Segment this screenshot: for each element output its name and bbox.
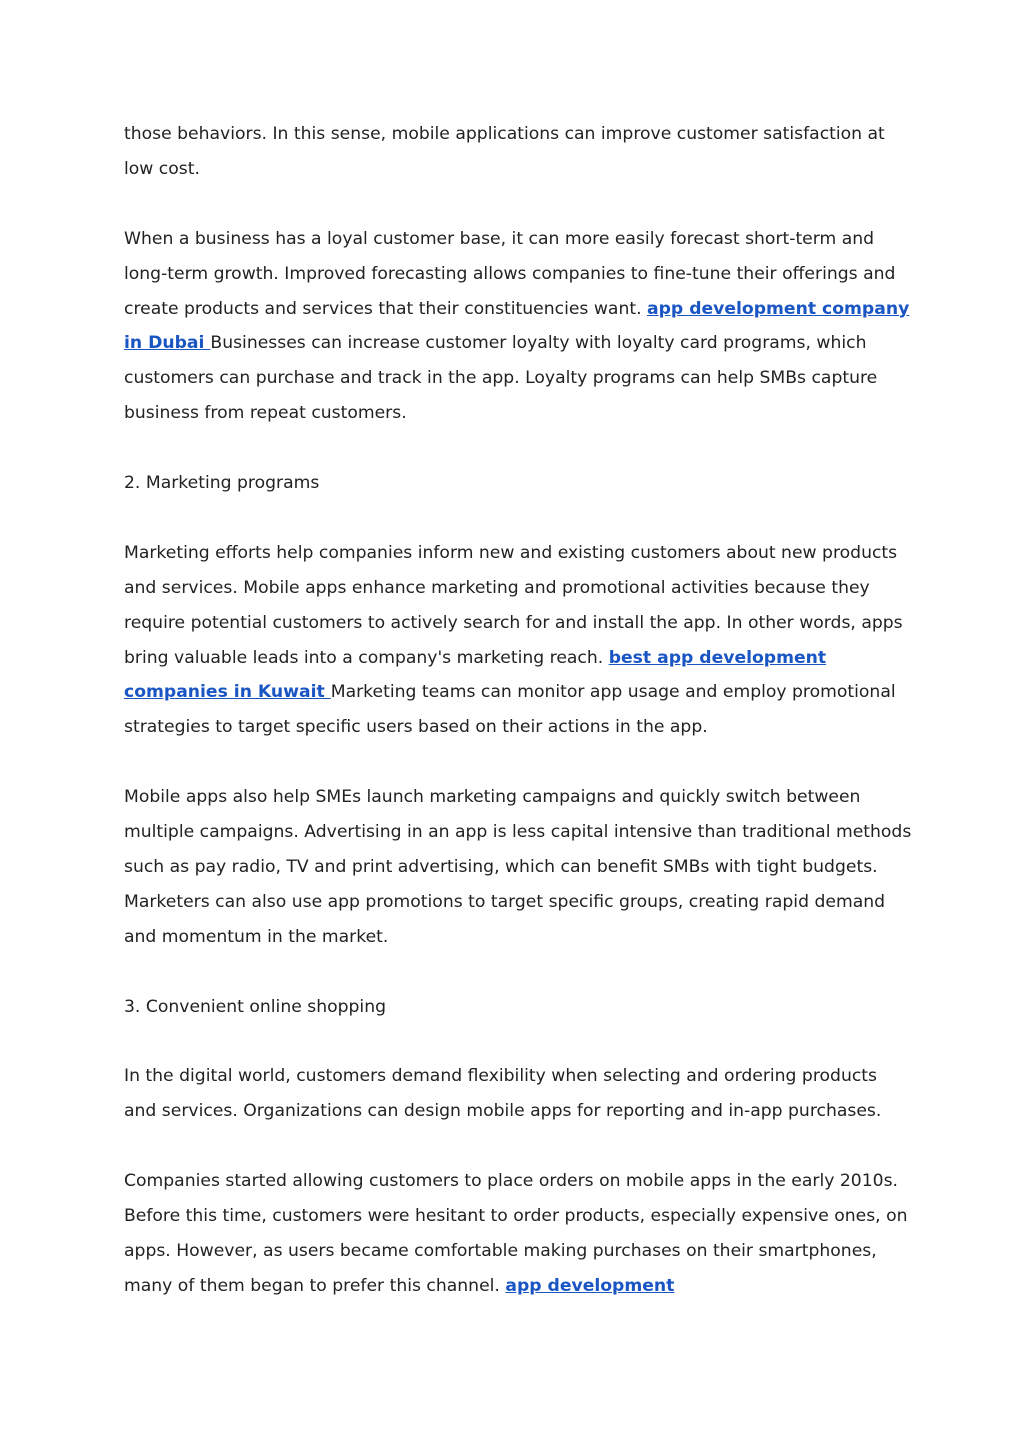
heading-text: 3. Convenient online shopping: [124, 996, 387, 1017]
paragraph-text: In the digital world, customers demand flexibility when selecting and ordering products and services. Organizations can design mobile apps for reporting and in-app purchases.: [124, 1066, 882, 1122]
link-app-development-dubai[interactable]: app development company in Dubai: [124, 298, 910, 354]
paragraph-text: Companies started allowing customers to place orders on mobile apps in the early 2010s. Before this time, customers were hesitant to order products, especially expensive ones, on apps. However, as users became comfortable making purchases on their smartphones, many of them began to prefer this channel.: [124, 1171, 908, 1296]
paragraph-text: Mobile apps also help SMEs launch marketing campaigns and quickly switch between multiple campaigns. Advertising in an app is less capital intensive than traditional methods such as pay radio, TV and print advertising, which can benefit SMBs with tight budgets. Marketers can also use app promotions to target specific groups, creating rapid demand and momentum in the market.: [124, 787, 912, 947]
paragraph-text: Marketing efforts help companies inform new and existing customers about new products and services. Mobile apps enhance marketing and promotional activities because they require potential customers to actively search for and install the app. In other words, apps bring valuable leads into a company's marketing reach.: [124, 542, 903, 668]
heading-online-shopping: [124, 990, 914, 1025]
paragraph-loyalty: [124, 222, 914, 431]
paragraph-text: those behaviors. In this sense, mobile applications can improve customer satisfaction at low cost.: [124, 124, 885, 179]
paragraph-text: When a business has a loyal customer base, it can more easily forecast short-term and long-term growth. Improved forecasting allows companies to fine-tune their offerings and create products and services that their constituencies want.: [124, 228, 896, 319]
heading-text: 2. Marketing programs: [124, 473, 320, 494]
paragraph-text: Businesses can increase customer loyalty with loyalty card programs, which customers can purchase and track in the app. Loyalty programs can help SMBs capture business from repeat customers.: [124, 333, 878, 424]
paragraph-digital-world: [124, 1059, 914, 1129]
paragraph-text: Marketing teams can monitor app usage and employ promotional strategies to target specific users based on their actions in the app.: [124, 682, 896, 738]
link-app-development[interactable]: app development: [505, 1275, 675, 1296]
paragraph-marketing: [124, 536, 914, 745]
heading-marketing-programs: [124, 466, 914, 501]
document-page: [124, 117, 914, 1339]
paragraph-campaigns: [124, 780, 914, 955]
link-app-development-kuwait[interactable]: best app development companies in Kuwait: [124, 647, 827, 703]
paragraph-orders: [124, 1164, 914, 1304]
paragraph-intro: [124, 117, 914, 187]
